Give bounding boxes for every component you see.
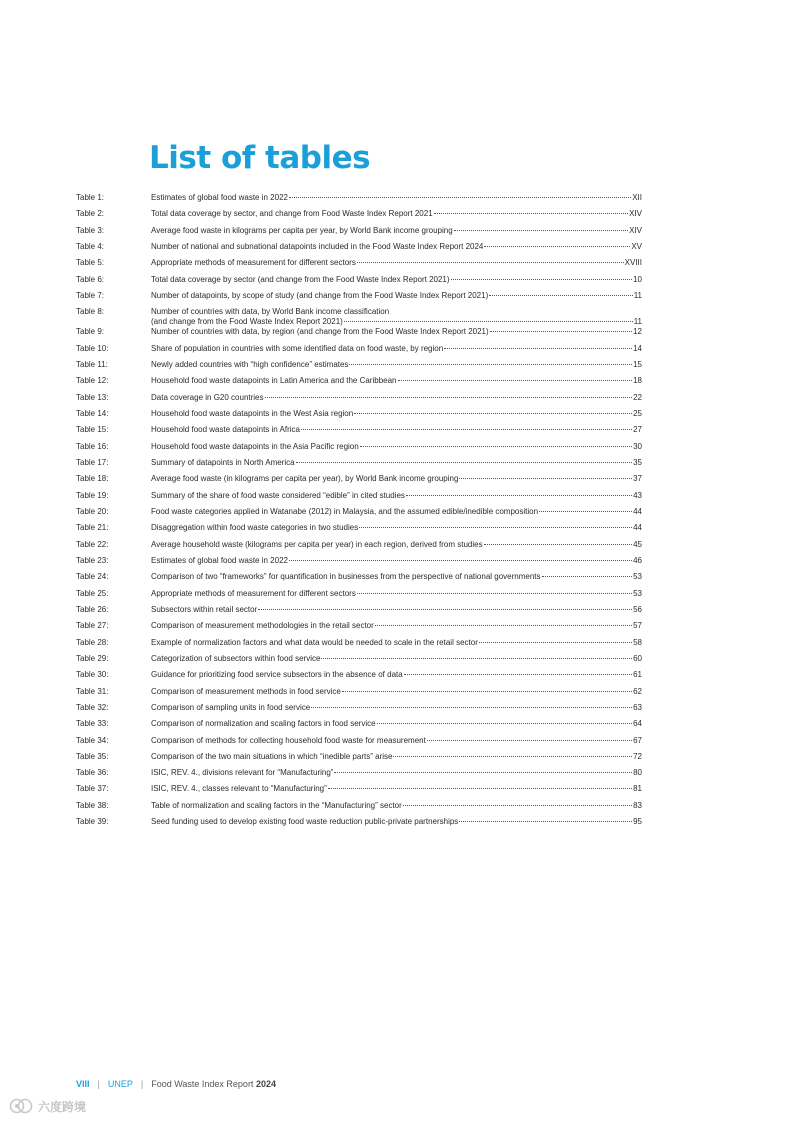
toc-entry-line <box>151 752 642 762</box>
toc-leader-dots <box>289 560 632 561</box>
toc-entry-text <box>151 226 642 236</box>
toc-entry-title: Newly added countries with “high confidence” estimates <box>151 359 349 369</box>
toc-entry-page-number: 63 <box>633 702 642 712</box>
toc-entry-text <box>151 442 642 452</box>
toc-entry-label: Table 39: <box>76 817 109 827</box>
toc-entry-line <box>151 474 642 484</box>
toc-entry-text <box>151 275 642 285</box>
toc-entry-text <box>151 670 642 680</box>
toc-entry[interactable] <box>76 523 642 539</box>
toc-entry[interactable] <box>76 507 642 523</box>
toc-entry-label: Table 32: <box>76 702 109 712</box>
toc-leader-dots <box>357 262 624 263</box>
toc-entry-page-number: 95 <box>633 817 642 827</box>
list-of-tables <box>76 193 642 833</box>
footer-report-title: Food Waste Index Report <box>151 1079 254 1089</box>
toc-entry-title: Estimates of global food waste in 2022 <box>151 193 288 202</box>
toc-entry-line <box>151 226 642 236</box>
toc-entry-title: Seed funding used to develop existing food waste reduction public-private partnerships <box>151 817 459 827</box>
toc-entry-title: Household food waste datapoints in Africa <box>151 425 300 435</box>
toc-entry-page-number: 11 <box>633 317 642 327</box>
toc-entry-text <box>151 193 642 203</box>
toc-entry-title: Household food waste datapoints in Latin America and the Caribbean <box>151 376 397 386</box>
toc-leader-dots <box>398 380 633 381</box>
toc-entry-text <box>151 360 642 370</box>
toc-leader-dots <box>404 674 632 675</box>
toc-leader-dots <box>406 495 632 496</box>
toc-entry-line <box>151 393 642 403</box>
toc-entry-title: Comparison of sampling units in food service <box>151 702 311 712</box>
toc-entry-label: Table 16: <box>76 441 109 451</box>
toc-entry-title: Table of normalization and scaling factors in the “Manufacturing” sector <box>151 800 402 810</box>
toc-entry-line <box>151 768 642 778</box>
toc-entry-line <box>151 572 642 582</box>
toc-entry-line <box>151 817 642 827</box>
toc-entry[interactable] <box>76 226 642 242</box>
toc-entry-text <box>151 703 642 713</box>
toc-entry-line <box>151 638 642 648</box>
toc-entry-page-number: 30 <box>633 441 642 451</box>
toc-entry-title: Example of normalization factors and what data would be needed to scale in the retail sector <box>151 637 478 647</box>
toc-entry-title: Household food waste datapoints in the Asia Pacific region <box>151 441 359 451</box>
toc-leader-dots <box>427 740 632 741</box>
toc-entry-title: ISIC, REV. 4., divisions relevant for “Manufacturing” <box>151 768 334 778</box>
watermark-text: 六度跨境 <box>38 1099 87 1114</box>
toc-entry-line <box>151 491 642 501</box>
toc-entry-title: Estimates of global food waste in 2022 <box>151 555 288 565</box>
toc-leader-dots <box>490 331 632 332</box>
toc-entry-page-number: 53 <box>633 588 642 598</box>
toc-entry-text <box>151 589 642 599</box>
toc-entry-page-number: 81 <box>633 784 642 794</box>
toc-leader-dots <box>321 658 632 659</box>
toc-entry[interactable] <box>76 425 642 441</box>
toc-entry-title: Comparison of measurement methodologies in the retail sector <box>151 621 374 631</box>
toc-entry-label: Table 38: <box>76 800 109 810</box>
toc-entry-line <box>151 258 642 268</box>
toc-entry[interactable] <box>76 621 642 637</box>
toc-entry-page-number: XIV <box>629 225 642 235</box>
toc-entry-page-number: 57 <box>633 621 642 631</box>
toc-entry-line <box>151 540 642 550</box>
toc-leader-dots <box>434 213 628 214</box>
toc-entry[interactable] <box>76 409 642 425</box>
toc-entry-line <box>151 621 642 631</box>
toc-entry-label: Table 17: <box>76 457 109 467</box>
toc-entry-label: Table 13: <box>76 392 109 402</box>
toc-entry[interactable] <box>76 291 642 307</box>
toc-entry[interactable] <box>76 442 642 458</box>
toc-entry[interactable] <box>76 458 642 474</box>
toc-entry-title: Number of national and subnational datapoints included in the Food Waste Index Report 2024 <box>151 241 484 251</box>
toc-leader-dots <box>484 246 630 247</box>
toc-leader-dots <box>342 691 632 692</box>
toc-entry-page-number: 83 <box>633 800 642 810</box>
toc-entry[interactable] <box>76 572 642 588</box>
toc-entry-text <box>151 209 642 219</box>
toc-entry-text <box>151 376 642 386</box>
toc-leader-dots <box>393 756 632 757</box>
toc-entry-title: (and change from the Food Waste Index Report 2021) <box>151 317 343 327</box>
toc-entry-text <box>151 687 642 697</box>
toc-entry-text <box>151 556 642 566</box>
toc-entry-title: Average food waste in kilograms per capita per year, by World Bank income grouping <box>151 225 453 235</box>
toc-entry-page-number: 46 <box>633 555 642 565</box>
toc-entry[interactable] <box>76 193 642 209</box>
toc-entry-title: Subsectors within retail sector <box>151 604 258 614</box>
toc-leader-dots <box>354 413 632 414</box>
toc-entry-text <box>151 344 642 354</box>
footer-separator: | <box>97 1079 100 1089</box>
toc-entry-label: Table 5: <box>76 258 105 268</box>
toc-entry-text <box>151 393 642 403</box>
toc-entry-page-number: 72 <box>633 751 642 761</box>
toc-entry-label: Table 3: <box>76 225 105 235</box>
toc-entry-page-number: 35 <box>633 457 642 467</box>
toc-entry-line <box>151 719 642 729</box>
toc-entry[interactable] <box>76 275 642 291</box>
toc-entry-label: Table 25: <box>76 588 109 598</box>
toc-leader-dots <box>289 197 631 198</box>
toc-entry-page-number: 44 <box>633 523 642 533</box>
toc-entry[interactable] <box>76 638 642 654</box>
toc-entry-line <box>151 605 642 615</box>
toc-entry-label: Table 35: <box>76 751 109 761</box>
toc-entry-title: Comparison of methods for collecting household food waste for measurement <box>151 735 426 745</box>
toc-entry[interactable] <box>76 209 642 225</box>
toc-entry[interactable] <box>76 670 642 686</box>
toc-entry[interactable] <box>76 605 642 621</box>
toc-leader-dots <box>484 544 633 545</box>
toc-entry-label: Table 6: <box>76 274 105 284</box>
toc-entry-label: Table 23: <box>76 555 109 565</box>
toc-entry-text <box>151 507 642 517</box>
toc-leader-dots <box>403 805 632 806</box>
toc-entry-label: Table 34: <box>76 735 109 745</box>
toc-entry-text <box>151 258 642 268</box>
toc-entry-line <box>151 193 642 203</box>
toc-entry[interactable] <box>76 703 642 719</box>
toc-entry-page-number: 80 <box>633 768 642 778</box>
toc-entry-text <box>151 425 642 435</box>
toc-entry-label: Table 12: <box>76 376 109 386</box>
toc-entry-line <box>151 589 642 599</box>
footer-page-number: VIII <box>76 1079 90 1089</box>
toc-leader-dots <box>258 609 632 610</box>
toc-entry-line <box>151 687 642 697</box>
toc-entry-text <box>151 540 642 550</box>
toc-entry[interactable] <box>76 491 642 507</box>
toc-entry-page-number: 64 <box>633 719 642 729</box>
toc-entry[interactable] <box>76 654 642 670</box>
toc-leader-dots <box>454 230 628 231</box>
toc-leader-dots <box>479 642 632 643</box>
toc-entry-label: Table 2: <box>76 209 105 219</box>
toc-entry-line <box>151 209 642 219</box>
toc-entry-text <box>151 458 642 468</box>
toc-entry-title-first-line: Number of countries with data, by World Bank income classification <box>151 307 390 317</box>
toc-entry[interactable] <box>76 376 642 392</box>
toc-entry-line <box>151 458 642 468</box>
toc-entry[interactable] <box>76 752 642 768</box>
toc-leader-dots <box>296 462 632 463</box>
toc-entry-line <box>151 242 642 252</box>
toc-entry-text <box>151 474 642 484</box>
toc-entry[interactable] <box>76 474 642 490</box>
toc-entry-label: Table 31: <box>76 686 109 696</box>
toc-entry-label: Table 15: <box>76 425 109 435</box>
toc-entry-page-number: 14 <box>633 343 642 353</box>
toc-entry-title: Food waste categories applied in Watanabe (2012) in Malaysia, and the assumed edible/inedible composition <box>151 506 539 516</box>
toc-entry-title: ISIC, REV. 4., classes relevant to “Manufacturing” <box>151 784 327 794</box>
toc-entry[interactable] <box>76 589 642 605</box>
toc-entry-line <box>151 275 642 285</box>
toc-entry-page-number: XIV <box>629 209 642 219</box>
toc-entry-text <box>151 638 642 648</box>
toc-entry-label: Table 20: <box>76 506 109 516</box>
toc-entry-text <box>151 654 642 664</box>
toc-entry-page-number: 12 <box>633 327 642 337</box>
toc-entry-text <box>151 801 642 811</box>
toc-entry[interactable] <box>76 768 642 784</box>
toc-leader-dots <box>375 625 632 626</box>
toc-entry-page-number: 43 <box>633 490 642 500</box>
toc-leader-dots <box>542 576 633 577</box>
toc-entry-line <box>151 654 642 664</box>
toc-entry-text <box>151 327 642 337</box>
toc-entry-page-number: 62 <box>633 686 642 696</box>
toc-leader-dots <box>459 478 632 479</box>
toc-entry-line <box>151 409 642 419</box>
toc-leader-dots <box>357 593 632 594</box>
toc-entry-line <box>151 442 642 452</box>
toc-entry-label: Table 26: <box>76 604 109 614</box>
toc-entry-label: Table 10: <box>76 343 109 353</box>
toc-entry[interactable] <box>76 556 642 572</box>
toc-entry-title: Disaggregation within food waste categories in two studies <box>151 523 359 533</box>
toc-entry-label: Table 8: <box>76 307 105 317</box>
toc-entry-label: Table 7: <box>76 290 105 300</box>
page-title: List of tables <box>149 140 371 176</box>
toc-entry-line <box>151 344 642 354</box>
toc-entry-label: Table 11: <box>76 359 108 369</box>
toc-entry-text <box>151 719 642 729</box>
toc-entry-line <box>151 736 642 746</box>
toc-entry-line <box>151 291 642 301</box>
toc-entry-text <box>151 572 642 582</box>
toc-entry-text <box>151 523 642 533</box>
toc-entry-line <box>151 703 642 713</box>
toc-entry-label: Table 1: <box>76 193 105 202</box>
toc-entry[interactable] <box>76 801 642 817</box>
toc-entry-title: Average household waste (kilograms per capita per year) in each region, derived from studies <box>151 539 483 549</box>
toc-leader-dots <box>265 397 633 398</box>
toc-leader-dots <box>301 429 632 430</box>
toc-entry-line <box>151 360 642 370</box>
toc-entry-page-number: 53 <box>633 572 642 582</box>
toc-entry-label: Table 22: <box>76 539 109 549</box>
toc-entry-label: Table 33: <box>76 719 109 729</box>
toc-entry[interactable] <box>76 393 642 409</box>
toc-entry-title: Appropriate methods of measurement for different sectors <box>151 588 356 598</box>
toc-entry-text <box>151 784 642 794</box>
toc-entry-page-number: 15 <box>633 359 642 369</box>
page-footer <box>76 1079 276 1089</box>
toc-leader-dots <box>539 511 632 512</box>
toc-entry-title: Data coverage in G20 countries <box>151 392 264 402</box>
toc-entry-text <box>151 307 642 327</box>
toc-entry-label: Table 29: <box>76 653 109 663</box>
toc-leader-dots <box>334 772 632 773</box>
toc-entry-label: Table 4: <box>76 241 105 251</box>
toc-entry-text <box>151 768 642 778</box>
watermark <box>8 1097 86 1115</box>
toc-entry[interactable] <box>76 784 642 800</box>
toc-entry-label: Table 37: <box>76 784 109 794</box>
toc-entry-title: Summary of the share of food waste considered “edible” in cited studies <box>151 490 405 500</box>
toc-entry-page-number: 44 <box>633 506 642 516</box>
toc-entry[interactable] <box>76 540 642 556</box>
toc-entry-page-number: XV <box>631 241 642 251</box>
toc-entry[interactable] <box>76 817 642 833</box>
toc-entry-text <box>151 242 642 252</box>
toc-entry-text <box>151 291 642 301</box>
toc-leader-dots <box>344 321 633 322</box>
toc-entry-text <box>151 817 642 827</box>
toc-entry-title: Share of population in countries with some identified data on food waste, by region <box>151 343 444 353</box>
toc-entry-line <box>151 523 642 533</box>
toc-entry-title: Average food waste (in kilograms per capita per year), by World Bank income grouping <box>151 474 459 484</box>
toc-entry-line <box>151 317 642 327</box>
toc-entry-text <box>151 752 642 762</box>
toc-entry-label: Table 21: <box>76 523 109 533</box>
footer-year: 2024 <box>255 1079 276 1089</box>
toc-leader-dots <box>489 295 632 296</box>
toc-entry-line <box>151 801 642 811</box>
toc-entry-page-number: 11 <box>633 290 642 300</box>
toc-entry-page-number: 22 <box>633 392 642 402</box>
toc-entry-text <box>151 736 642 746</box>
footer-org: UNEP <box>107 1079 133 1089</box>
toc-entry-page-number: 58 <box>633 637 642 647</box>
toc-entry-page-number: 67 <box>633 735 642 745</box>
toc-entry[interactable] <box>76 242 642 258</box>
toc-leader-dots <box>377 723 633 724</box>
toc-entry[interactable] <box>76 344 642 360</box>
toc-entry[interactable] <box>76 719 642 735</box>
watermark-logo-icon <box>8 1097 34 1115</box>
toc-entry-label: Table 28: <box>76 637 109 647</box>
footer-separator: | <box>140 1079 144 1089</box>
toc-entry-title: Summary of datapoints in North America <box>151 457 295 467</box>
toc-entry-line <box>151 556 642 566</box>
toc-entry-text <box>151 491 642 501</box>
toc-entry-title: Comparison of normalization and scaling factors in food service <box>151 719 376 729</box>
toc-entry-line <box>151 507 642 517</box>
toc-entry[interactable] <box>76 360 642 376</box>
toc-entry-line <box>151 784 642 794</box>
toc-entry-page-number: XII <box>632 193 642 202</box>
toc-entry-title: Number of countries with data, by region (and change from the Food Waste Index Report 2021) <box>151 327 489 337</box>
toc-entry-label: Table 18: <box>76 474 109 484</box>
toc-entry-page-number: 60 <box>633 653 642 663</box>
toc-entry-title: Number of datapoints, by scope of study (and change from the Food Waste Index Report 2021) <box>151 290 489 300</box>
toc-entry-page-number: 45 <box>633 539 642 549</box>
toc-entry-line <box>151 327 642 337</box>
toc-leader-dots <box>360 446 632 447</box>
toc-leader-dots <box>459 821 632 822</box>
toc-entry-title: Total data coverage by sector (and change from the Food Waste Index Report 2021) <box>151 274 450 284</box>
toc-entry-label: Table 27: <box>76 621 109 631</box>
toc-entry-label: Table 14: <box>76 408 109 418</box>
toc-entry-line <box>151 670 642 680</box>
toc-entry-page-number: 10 <box>633 274 642 284</box>
toc-entry[interactable] <box>76 687 642 703</box>
toc-entry[interactable] <box>76 736 642 752</box>
toc-entry-title: Appropriate methods of measurement for different sectors <box>151 258 356 268</box>
toc-entry-page-number: 37 <box>633 474 642 484</box>
toc-entry-line <box>151 425 642 435</box>
toc-entry-title: Guidance for prioritizing food service subsectors in the absence of data <box>151 670 403 680</box>
toc-entry-label: Table 30: <box>76 670 109 680</box>
toc-entry-title: Total data coverage by sector, and change from Food Waste Index Report 2021 <box>151 209 433 219</box>
toc-entry-page-number: 56 <box>633 604 642 614</box>
toc-entry-title: Categorization of subsectors within food service <box>151 653 321 663</box>
toc-entry-title: Comparison of the two main situations in which “inedible parts” arise <box>151 751 393 761</box>
toc-entry-page-number: 27 <box>633 425 642 435</box>
toc-entry-page-number: 25 <box>633 408 642 418</box>
toc-entry-label: Table 24: <box>76 572 109 582</box>
toc-entry-title: Household food waste datapoints in the West Asia region <box>151 408 354 418</box>
toc-entry-label: Table 19: <box>76 490 109 500</box>
toc-leader-dots <box>311 707 632 708</box>
toc-entry-title: Comparison of two “frameworks” for quantification in businesses from the perspective of national governments <box>151 572 541 582</box>
toc-entry[interactable] <box>76 327 642 343</box>
toc-entry-page-number: 18 <box>633 376 642 386</box>
toc-entry-text <box>151 605 642 615</box>
toc-entry-text <box>151 621 642 631</box>
toc-entry[interactable] <box>76 258 642 274</box>
toc-leader-dots <box>359 527 632 528</box>
toc-leader-dots <box>349 364 632 365</box>
toc-leader-dots <box>444 348 632 349</box>
toc-leader-dots <box>328 788 632 789</box>
toc-leader-dots <box>451 279 633 280</box>
toc-entry-title: Comparison of measurement methods in food service <box>151 686 341 696</box>
toc-entry-text <box>151 409 642 419</box>
toc-entry[interactable] <box>76 307 642 327</box>
toc-entry-page-number: XVIII <box>624 258 642 268</box>
toc-entry-line <box>151 376 642 386</box>
toc-entry-page-number: 61 <box>633 670 642 680</box>
toc-entry-label: Table 36: <box>76 768 109 778</box>
toc-entry-label: Table 9: <box>76 327 105 337</box>
